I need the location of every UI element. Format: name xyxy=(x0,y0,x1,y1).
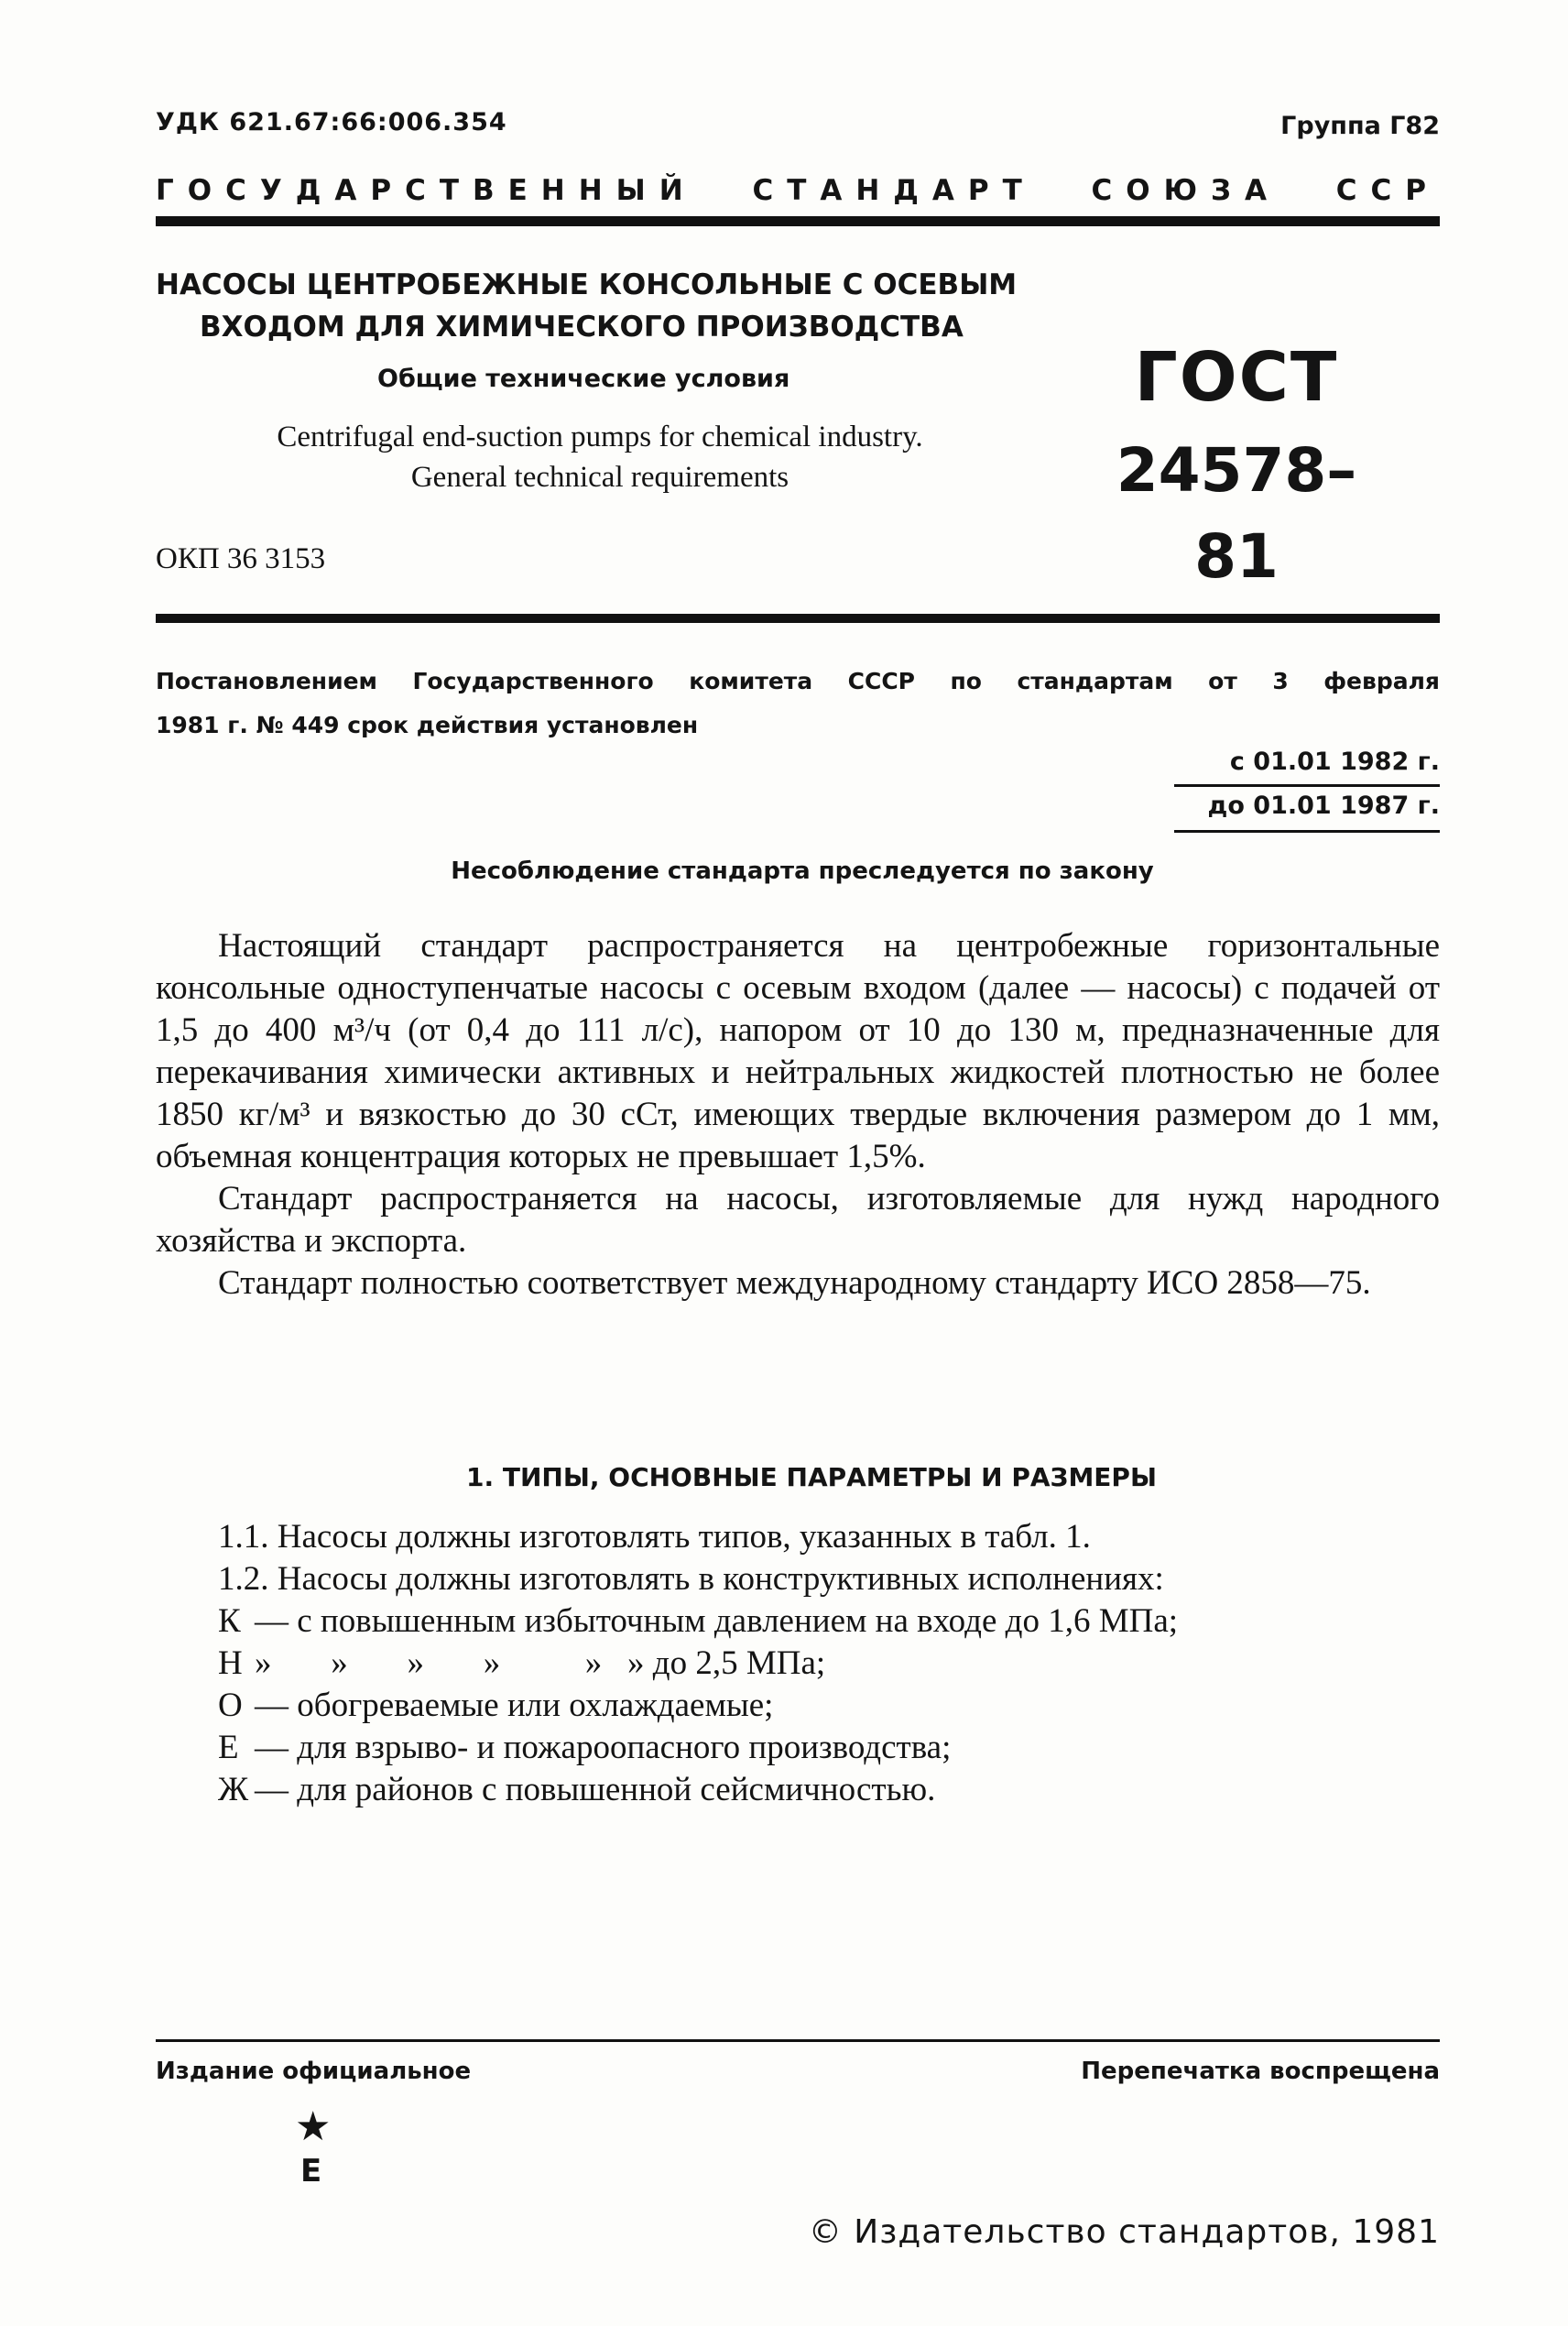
valid-to: до 01.01 1987 г. xyxy=(1207,792,1440,820)
english-title xyxy=(188,417,1012,497)
variant-item: О — обогреваемые или охлаждаемые; xyxy=(218,1687,774,1724)
valid-from: с 01.01 1982 г. xyxy=(1229,748,1440,776)
resolution-line-2: 1981 г. № 449 срок действия установлен xyxy=(156,712,699,738)
banner-word: ГОСУДАРСТВЕННЫЙ xyxy=(156,174,697,207)
intro-paragraph: Стандарт полностью соответствует международному стандарту ИСО 2858—75. xyxy=(218,1264,1371,1302)
section-1-clauses xyxy=(156,1516,1440,1811)
title-line-2: ВХОДОМ ДЛЯ ХИМИЧЕСКОГО ПРОИЗВОДСТВА xyxy=(200,311,964,344)
title-line-1: НАСОСЫ ЦЕНТРОБЕЖНЫЕ КОНСОЛЬНЫЕ С ОСЕВЫМ xyxy=(156,268,1018,301)
english-title-line-2: General technical requirements xyxy=(410,461,789,494)
section-heading: 1. ТИПЫ, ОСНОВНЫЕ ПАРАМЕТРЫ И РАЗМЕРЫ xyxy=(466,1462,1157,1492)
gost-word: ГОСТ xyxy=(1134,338,1339,417)
legal-notice: Несоблюдение стандарта преследуется по закону xyxy=(451,857,1154,885)
gost-designation xyxy=(1090,334,1383,600)
copyright: © Издательство стандартов, 1981 xyxy=(808,2213,1440,2251)
gost-number: 24578–81 xyxy=(1116,435,1357,592)
clause-1-1: 1.1. Насосы должны изготовлять типов, указанных в табл. 1. xyxy=(218,1518,1091,1556)
footer-rule xyxy=(156,2039,1440,2042)
udk-code: УДК 621.67:66:006.354 xyxy=(156,108,507,137)
footer xyxy=(156,2058,1440,2085)
intro-paragraph: Настоящий стандарт распространяется на центробежные горизонтальные консольные одноступенчатые насосы с осевым входом (далее — насосы) с подачей от 1,5 до 400 м³/ч (от 0,4 до 111 л/с), напором от 10 до 130 м, предназначенные для перекачивания химически активных и нейтральных жидкостей плотностью не более 1850 кг/м³ и вязкостью до 30 сСт, имеющих твердые включения размером до 1 мм, объемная концентрация которых не превышает 1,5%. xyxy=(156,927,1440,1175)
variant-item: Н » » » » » » до 2,5 МПа; xyxy=(218,1644,826,1682)
star-icon: ★ xyxy=(295,2104,332,2149)
intro-paragraph: Стандарт распространяется на насосы, изготовляемые для нужд народного хозяйства и экспорта. xyxy=(156,1180,1440,1260)
edition-mark: Е xyxy=(300,2153,322,2189)
resolution-line-1: Постановлением Государственного комитета СССР по стандартам от 3 февраля xyxy=(156,668,1440,694)
date-rule xyxy=(1174,830,1440,833)
standard-title xyxy=(156,264,1072,348)
banner-word: ССР xyxy=(1335,174,1440,207)
variant-item: К — с повышенным избыточным давлением на входе до 1,6 МПа; xyxy=(218,1602,1179,1640)
group-code: Группа Г82 xyxy=(1280,112,1440,140)
banner-word: СОЮЗА xyxy=(1091,174,1281,207)
official-edition: Издание официальное xyxy=(156,2058,472,2085)
header-rule xyxy=(156,216,1440,226)
banner-word: СТАНДАРТ xyxy=(752,174,1036,207)
clause-1-2: 1.2. Насосы должны изготовлять в конструктивных исполнениях: xyxy=(218,1560,1164,1598)
okp-code: ОКП 36 3153 xyxy=(156,542,326,575)
intro-text xyxy=(156,925,1440,1305)
reprint-forbidden: Перепечатка воспрещена xyxy=(1081,2058,1440,2085)
date-rule xyxy=(1174,784,1440,787)
english-title-line-1: Centrifugal end-suction pumps for chemical industry. xyxy=(277,420,923,453)
section-rule xyxy=(156,614,1440,623)
resolution-text xyxy=(156,660,1440,748)
variant-item: Ж — для районов с повышенной сейсмичностью. xyxy=(218,1771,936,1808)
variant-item: Е — для взрыво- и пожароопасного производства; xyxy=(218,1729,952,1766)
state-standard-banner xyxy=(156,174,1440,207)
subtitle: Общие технические условия xyxy=(377,365,790,393)
